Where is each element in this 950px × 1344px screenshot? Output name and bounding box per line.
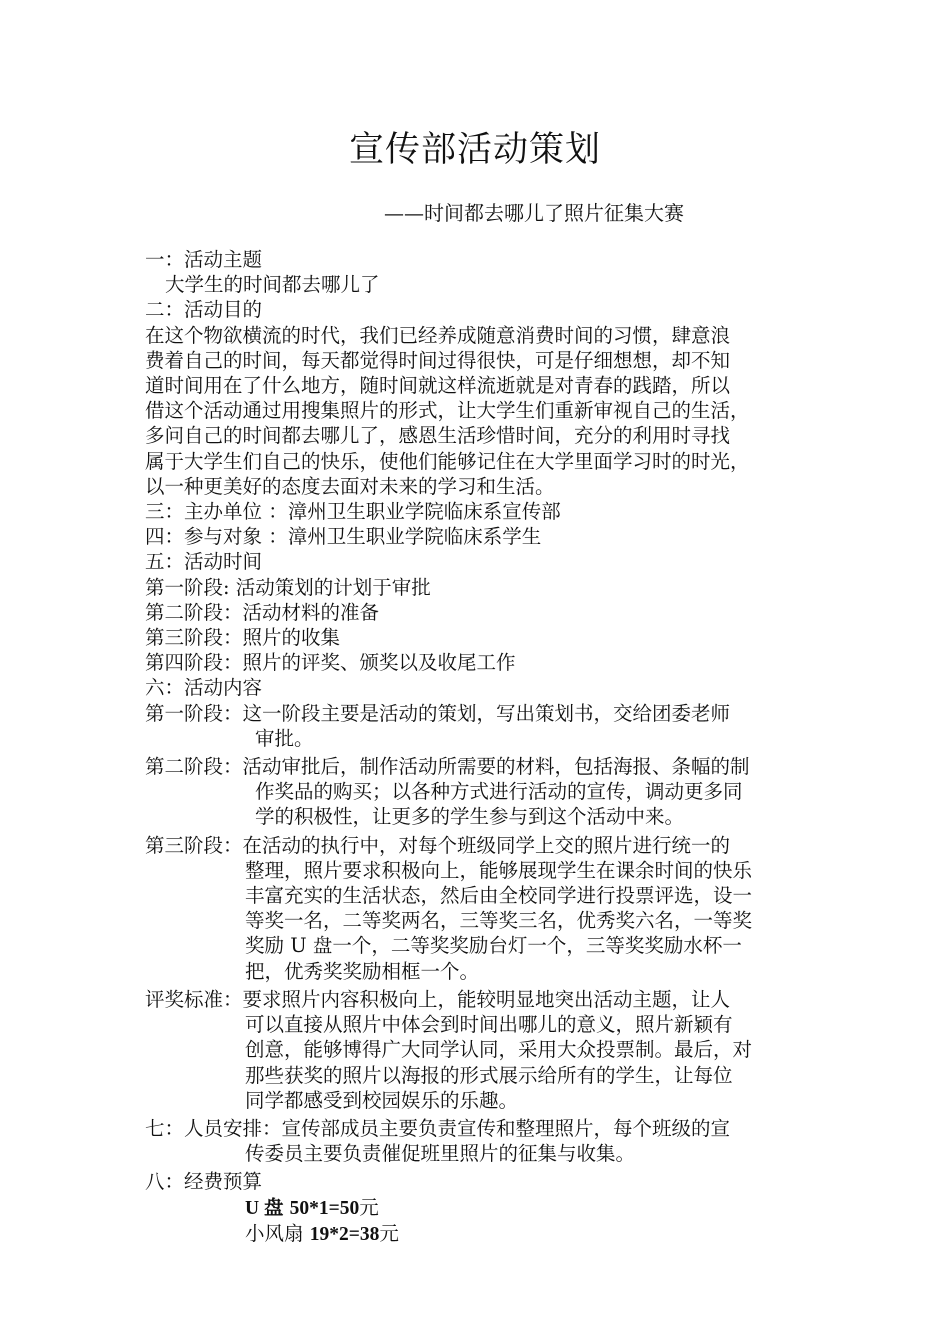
purpose-line: 多问自己的时间都去哪儿了，感恩生活珍惜时间，充分的利用时寻找: [145, 424, 731, 448]
criteria-line: 同学都感受到校园娱乐的乐趣。: [245, 1088, 519, 1112]
document-body: [145, 247, 835, 1247]
section-heading-budget: 八：经费预算: [145, 1170, 263, 1194]
content-stage2-line: 作奖品的购买；以各种方式进行活动的宣传，调动更多同: [255, 780, 743, 804]
content-stage3-line: 把，优秀奖奖励相框一个。: [245, 959, 480, 983]
time-stage-line: 第四阶段：照片的评奖、颁奖以及收尾工作: [145, 651, 516, 675]
purpose-line: 属于大学生们自己的快乐，使他们能够记住在大学里面学习时的时光，: [145, 449, 750, 473]
time-stage-line: 第一阶段: 活动策划的计划于审批: [145, 575, 431, 599]
content-stage3-line: 奖励 U 盘一个，二等奖奖励台灯一个，三等奖奖励水杯一: [245, 934, 742, 958]
budget-item-unit: 元: [359, 1195, 379, 1219]
section-heading-content: 六：活动内容: [145, 676, 263, 700]
time-stage-line: 第三阶段：照片的收集: [145, 626, 341, 650]
participants-line: 四：参与对象 ：漳州卫生职业学院临床系学生: [145, 525, 542, 549]
organizer-line: 三：主办单位 ：漳州卫生职业学院临床系宣传部: [145, 500, 561, 524]
section-heading-theme: 一：活动主题: [145, 248, 263, 271]
content-stage1-line: 第一阶段：这一阶段主要是活动的策划，写出策划书，交给团委老师: [145, 701, 731, 725]
content-stage3-line: 丰富充实的生活状态，然后由全校同学进行投票评选，设一: [245, 884, 753, 908]
staffing-line: 七：人员安排：宣传部成员主要负责宣传和整理照片，每个班级的宣: [145, 1116, 731, 1140]
budget-item: [145, 1221, 835, 1247]
budget-item: [145, 1195, 835, 1221]
budget-item-name: 小风扇: [245, 1221, 304, 1245]
criteria-line: 那些获奖的照片以海报的形式展示给所有的学生，让每位: [245, 1063, 733, 1087]
budget-item-name: U 盘: [245, 1197, 284, 1219]
purpose-line: 费着自己的时间，每天都觉得时间过得很快，可是仔细想想，却不知: [145, 348, 731, 372]
content-stage2-line: 学的积极性，让更多的学生参与到这个活动中来。: [255, 805, 685, 829]
purpose-line: 在这个物欲横流的时代，我们已经养成随意消费时间的习惯，肆意浪: [145, 323, 731, 347]
content-stage2-line: 第二阶段：活动审批后，制作活动所需要的材料，包括海报、条幅的制: [145, 755, 750, 779]
staffing-line: 传委员主要负责催促班里照片的征集与收集。: [245, 1142, 636, 1166]
content-stage3-line: 等奖一名，二等奖两名，三等奖三名，优秀奖六名，一等奖: [245, 909, 753, 933]
budget-item-formula: 19*2=38: [309, 1223, 380, 1245]
section-heading-purpose: 二：活动目的: [145, 298, 263, 322]
criteria-line: 创意，能够博得广大同学认同，采用大众投票制。最后，对: [245, 1038, 753, 1062]
content-stage3-line: 整理，照片要求积极向上，能够展现学生在课余时间的快乐: [245, 858, 753, 882]
document-title: 宣传部活动策划: [348, 130, 601, 170]
criteria-line: 评奖标准：要求照片内容积极向上，能较明显地突出活动主题，让人: [145, 987, 731, 1011]
purpose-line: 道时间用在了什么地方，随时间就这样流逝就是对青春的践踏，所以: [145, 374, 731, 398]
budget-item-formula: 50*1=50: [289, 1197, 360, 1219]
time-stage-line: 第二阶段：活动材料的准备: [145, 600, 380, 624]
section-heading-time: 五：活动时间: [145, 550, 263, 574]
purpose-line: 以一种更美好的态度去面对未来的学习和生活。: [145, 474, 555, 498]
document-subtitle: ——时间都去哪儿了照片征集大赛: [384, 201, 684, 225]
purpose-line: 借这个活动通过用搜集照片的形式，让大学生们重新审视自己的生活，: [145, 399, 750, 423]
content-stage3-line: 第三阶段：在活动的执行中，对每个班级同学上交的照片进行统一的: [145, 833, 731, 857]
criteria-line: 可以直接从照片中体会到时间出哪儿的意义，照片新颖有: [245, 1013, 733, 1037]
content-stage1-line: 审批。: [255, 726, 314, 750]
theme-text: 大学生的时间都去哪儿了: [165, 273, 380, 297]
budget-item-unit: 元: [379, 1221, 399, 1245]
